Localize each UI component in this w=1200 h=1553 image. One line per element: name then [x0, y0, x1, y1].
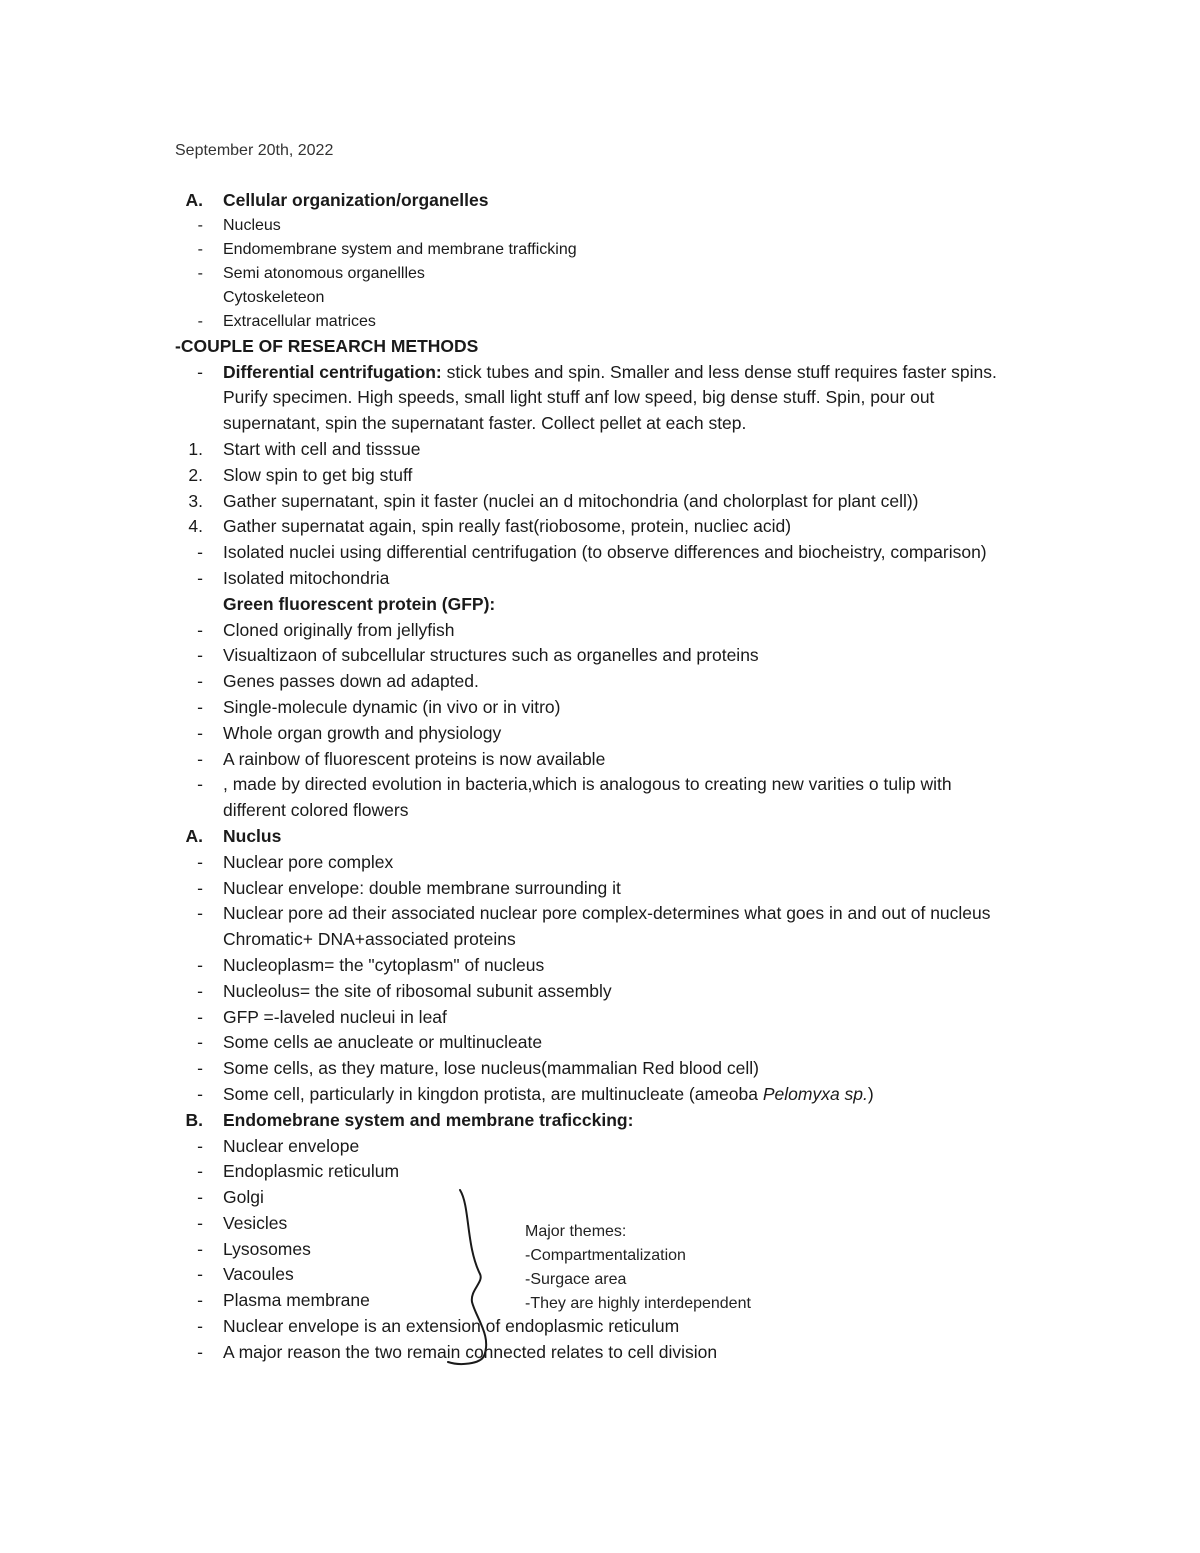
list-item-text	[223, 360, 1015, 437]
numbered-item	[175, 489, 1015, 515]
list-item-text: Endoplasmic reticulum	[223, 1161, 400, 1182]
list-item-text: Some cells ae anucleate or multinucleate	[223, 1032, 543, 1053]
list-item	[175, 1030, 1015, 1056]
list-item	[175, 953, 1015, 979]
list-marker: -	[197, 1187, 203, 1208]
list-item-text: Semi atonomous organellles	[223, 264, 425, 282]
list-marker: -	[197, 696, 203, 717]
list-item	[175, 262, 1015, 286]
list-marker: -	[197, 1161, 203, 1182]
list-item-text: A major reason the two remain connected relates to cell division	[223, 1341, 718, 1362]
list-item-text: Isolated nuclei using differential centrifugation (to observe differences and biocheistry, comparison)	[223, 542, 987, 563]
list-item	[175, 566, 1015, 592]
list-item	[175, 979, 1015, 1005]
list-marker: -	[197, 542, 203, 563]
list-item	[175, 1134, 1015, 1160]
list-marker: -	[197, 1135, 203, 1156]
list-marker: -	[197, 264, 203, 282]
list-item	[175, 669, 1015, 695]
list-marker: -	[197, 1238, 203, 1259]
list-marker: -	[197, 851, 203, 872]
list-item	[175, 1056, 1015, 1082]
list-marker: -	[197, 722, 203, 743]
list-item	[175, 721, 1015, 747]
section-heading	[175, 188, 1015, 214]
numbered-item	[175, 463, 1015, 489]
list-item	[175, 214, 1015, 238]
list-marker: -	[197, 1006, 203, 1027]
list-item	[175, 1159, 1015, 1185]
list-item-text: Genes passes down ad adapted.	[223, 671, 479, 692]
major-themes-note	[525, 1220, 751, 1316]
list-marker: -	[197, 1212, 203, 1233]
list-item-text: Nucleoplasm= the "cytoplasm" of nucleus	[223, 954, 545, 975]
list-marker: -	[197, 1290, 203, 1311]
list-item-text: Vacoules	[223, 1264, 294, 1285]
list-marker: -	[197, 619, 203, 640]
list-item	[175, 360, 1015, 437]
list-item-text: Nucleolus= the site of ribosomal subunit assembly	[223, 980, 612, 1001]
list-item-text: Visualtizaon of subcellular structures such as organelles and proteins	[223, 645, 759, 666]
list-item-text: , made by directed evolution in bacteria,which is analogous to creating new varities o tulip with different colored flowers	[223, 774, 952, 821]
theme-line: -Compartmentalization	[525, 1247, 686, 1264]
list-item-text: Cytoskeleteon	[223, 288, 325, 306]
list-item	[175, 876, 1015, 902]
curly-brace-icon	[440, 1186, 500, 1371]
list-item-text: Single-molecule dynamic (in vivo or in vitro)	[223, 696, 561, 717]
list-item-text: Nuclear envelope	[223, 1135, 360, 1156]
list-item	[175, 1005, 1015, 1031]
list-item	[175, 1185, 1015, 1211]
list-item	[175, 540, 1015, 566]
list-item-text: Cloned originally from jellyfish	[223, 619, 455, 640]
list-marker: -	[197, 1341, 203, 1362]
list-marker: -	[197, 748, 203, 769]
list-marker: -	[197, 877, 203, 898]
term-label: Differential centrifugation:	[223, 361, 442, 382]
notes-body	[175, 188, 1015, 1366]
list-marker: B.	[185, 1109, 203, 1130]
list-item	[175, 901, 1015, 953]
section-title: Endomebrane system and membrane traficcking:	[223, 1109, 634, 1130]
list-item-text: Extracellular matrices	[223, 312, 376, 330]
theme-line: -Surgace area	[525, 1271, 627, 1288]
list-item	[175, 1082, 1015, 1108]
list-marker: -	[197, 216, 203, 234]
list-marker: -	[197, 954, 203, 975]
list-marker: -	[197, 1083, 203, 1104]
list-marker: -	[197, 1264, 203, 1285]
list-item	[175, 1340, 1015, 1366]
list-item	[175, 772, 1015, 824]
section-title: Nuclus	[223, 825, 282, 846]
list-item	[175, 238, 1015, 262]
list-item-text: Start with cell and tisssue	[223, 438, 421, 459]
research-methods-heading: -COUPLE OF RESEARCH METHODS	[175, 335, 479, 356]
numbered-item	[175, 514, 1015, 540]
list-item-text: Nuclear envelope: double membrane surrounding it	[223, 877, 621, 898]
list-item	[175, 618, 1015, 644]
list-marker: 1.	[188, 438, 203, 459]
list-item-text: Vesicles	[223, 1212, 288, 1233]
list-marker: A.	[185, 190, 203, 210]
list-marker: -	[197, 312, 203, 330]
list-marker: -	[197, 774, 203, 795]
list-marker: 3.	[188, 490, 203, 511]
list-item	[175, 695, 1015, 721]
section-title: Cellular organization/organelles	[223, 190, 489, 210]
list-item-text: Gather supernatant, spin it faster (nuclei an d mitochondria (and cholorplast for plant cell))	[223, 490, 919, 511]
list-item-text: Some cell, particularly in kingdon protista, are multinucleate (ameoba Pelomyxa sp.)	[223, 1083, 874, 1104]
section-heading	[175, 1108, 1015, 1134]
list-item	[175, 747, 1015, 773]
theme-line: -They are highly interdependent	[525, 1295, 751, 1312]
list-item-text: Isolated mitochondria	[223, 567, 390, 588]
numbered-item	[175, 437, 1015, 463]
list-item-text: Nuclear pore complex	[223, 851, 394, 872]
list-item-text: Golgi	[223, 1187, 264, 1208]
list-marker: -	[197, 1058, 203, 1079]
list-item	[175, 850, 1015, 876]
section-heading	[175, 824, 1015, 850]
section-heading	[175, 592, 1015, 618]
list-item-text: GFP =-laveled nucleui in leaf	[223, 1006, 447, 1027]
term-description: stick tubes and spin. Smaller and less dense stuff requires faster spins. Purify specimen. High speeds, small light stuff anf low speed, big dense stuff. Spin, pour out supernatant, spin the supernatant faster. Collect pellet at each step.	[223, 361, 997, 434]
list-marker: 2.	[188, 464, 203, 485]
list-item-text: Gather supernatat again, spin really fast(riobosome, protein, nucliec acid)	[223, 516, 792, 537]
list-item	[175, 1314, 1015, 1340]
list-marker: -	[197, 903, 203, 924]
list-marker: -	[197, 1032, 203, 1053]
list-item	[175, 286, 1015, 310]
list-marker: -	[197, 645, 203, 666]
list-item	[175, 643, 1015, 669]
list-item-text: A rainbow of fluorescent proteins is now available	[223, 748, 606, 769]
list-marker: -	[197, 671, 203, 692]
list-marker: -	[197, 361, 203, 382]
list-marker: 4.	[188, 516, 203, 537]
list-item-text: Plasma membrane	[223, 1290, 370, 1311]
note-date: September 20th, 2022	[175, 142, 334, 159]
list-item-text: Nucleus	[223, 216, 281, 234]
themes-title: Major themes:	[525, 1223, 627, 1240]
gfp-title: Green fluorescent protein (GFP):	[223, 593, 496, 614]
list-item-text: Nuclear pore ad their associated nuclear pore complex-determines what goes in and out of nucleus Chromatic+ DNA+associated proteins	[223, 903, 991, 950]
list-item-text: Endomembrane system and membrane trafficking	[223, 240, 577, 258]
list-item-text: Nuclear envelope is an extension of endoplasmic reticulum	[223, 1316, 680, 1337]
list-marker: A.	[185, 825, 203, 846]
list-item	[175, 310, 1015, 334]
list-item-text: Whole organ growth and physiology	[223, 722, 502, 743]
list-marker: -	[197, 567, 203, 588]
species-name: Pelomyxa sp.	[762, 1083, 868, 1104]
list-item-text: Slow spin to get big stuff	[223, 464, 413, 485]
list-item-text: Lysosomes	[223, 1238, 311, 1259]
list-marker: -	[197, 240, 203, 258]
list-item-text: Some cells, as they mature, lose nucleus(mammalian Red blood cell)	[223, 1058, 759, 1079]
list-marker: -	[197, 1316, 203, 1337]
list-marker: -	[197, 980, 203, 1001]
